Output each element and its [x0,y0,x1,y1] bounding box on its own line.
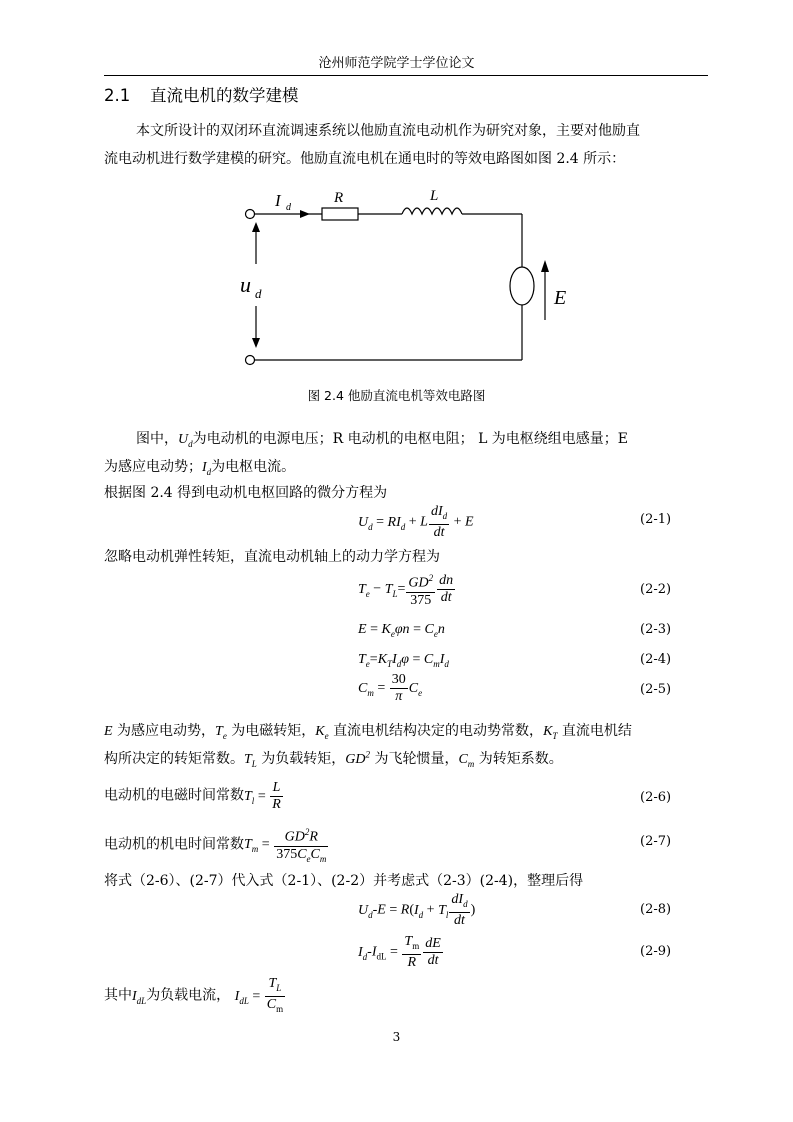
equation-2-5: $C_m$ = $\frac{30}{\pi}$ $C_e$ [358,672,423,704]
legend-line-2: 为感应电动势；$I_d$为电枢电流。 [104,459,296,477]
equation-number-2-3: (2-3) [640,622,672,637]
equation-2-4: $T_e=K_TI_d\varphi = C_mI_d$ [358,652,449,669]
symbol-line-1: E 为感应电动势，$T_e$ 为电磁转矩，$K_e$ 直流电机结构决定的电动势常数，$K_T$ 直流电机结 [104,723,632,741]
intro-line-1: 本文所设计的双闭环直流调速系统以他励直流电动机作为研究对象，主要对他励直 [136,123,640,139]
intro-line-2: 流电动机进行数学建模的研究。他励直流电机在通电时的等效电路图如图 2.4 所示： [104,151,626,167]
diff-intro: 根据图 2.4 得到电动机电枢回路的微分方程为 [104,485,388,501]
label-r: R [334,190,344,206]
current-arrow-icon [300,210,310,218]
dynamics-intro: 忽略电动机弹性转矩，直流电动机轴上的动力学方程为 [104,549,440,565]
label-ud-sub: d [255,286,262,301]
label-ud: u [240,272,251,297]
section-number: 2.1 [104,86,131,105]
equation-2-3: $E = K_e\varphi n = C_en$ [358,622,445,639]
section-title: 直流电机的数学建模 [150,86,299,105]
equation-2-6: 电动机的电磁时间常数$T_l$ = $\frac{L}{R}$ [104,780,281,812]
equation-2-1: $U_d = RI_d + L$ $\frac{dI_d}{dt}$ + E [358,504,474,540]
equation-number-2-7: (2-7) [640,834,672,849]
equation-number-2-9: (2-9) [640,944,672,959]
running-header: 沧州师范学院学士学位论文 [318,56,475,71]
equation-number-2-6: (2-6) [640,790,672,805]
label-e: E [554,287,567,309]
equation-number-2-8: (2-8) [640,902,672,917]
equation-2-7: 电动机的机电时间常数$T_m$ = $\frac{GD^2R}{375C_eC_m}$ [104,824,329,866]
equation-number-2-1: (2-1) [640,512,672,527]
emf-source [510,267,534,305]
section-heading [104,82,299,106]
label-l: L [430,188,439,204]
resistor [322,208,358,220]
figure-caption: 图 2.4 他励直流电机等效电路图 [307,388,486,403]
equation-2-9: $I_d-I_{dL}$ = $\frac{T_m}{R}$ $\frac{dE}{dt}$ [358,934,441,970]
legend-line-1: 图中，$U_d$为电动机的电源电压；R 电动机的电枢电阻； L 为电枢绕组电感量；E [136,431,629,449]
inductor [402,208,462,214]
voltage-arrow-up-icon [252,222,260,232]
equation-number-2-4: (2-4) [640,652,672,667]
voltage-arrow-down-icon [252,338,260,348]
page-number: 3 [392,1030,401,1044]
emf-arrow-icon [541,260,549,272]
circuit-diagram [230,180,567,370]
equation-2-8: $U_d-E = R(I_d + T_l$ $\frac{dI_d}{dt}$ ) [358,892,476,928]
equation-number-2-5: (2-5) [640,682,672,697]
final-line: 其中$I_{dL}$为负载电流， $I_{dL}$ = $\frac{T_L}{C_m}$ [104,976,284,1014]
label-id-sub: d [286,202,291,213]
header-rule [104,75,708,76]
terminal-bottom [246,356,255,365]
equation-2-2: $T_e - T_L=$ $\frac{GD^2}{375}$ $\frac{dn}{dt}$ [358,570,456,609]
substitution-text: 将式（2-6）、(2-7）代入式（2-1）、(2-2）并考虑式（2-3）(2-4)，整理后得 [104,873,584,889]
equation-number-2-2: (2-2) [640,582,672,597]
terminal-top [246,210,255,219]
label-id: I [275,191,281,210]
symbol-line-2: 构所决定的转矩常数。$T_L$ 为负载转矩，$GD^2$ 为飞轮惯量，$C_m$ 为转矩系数。 [104,749,563,769]
